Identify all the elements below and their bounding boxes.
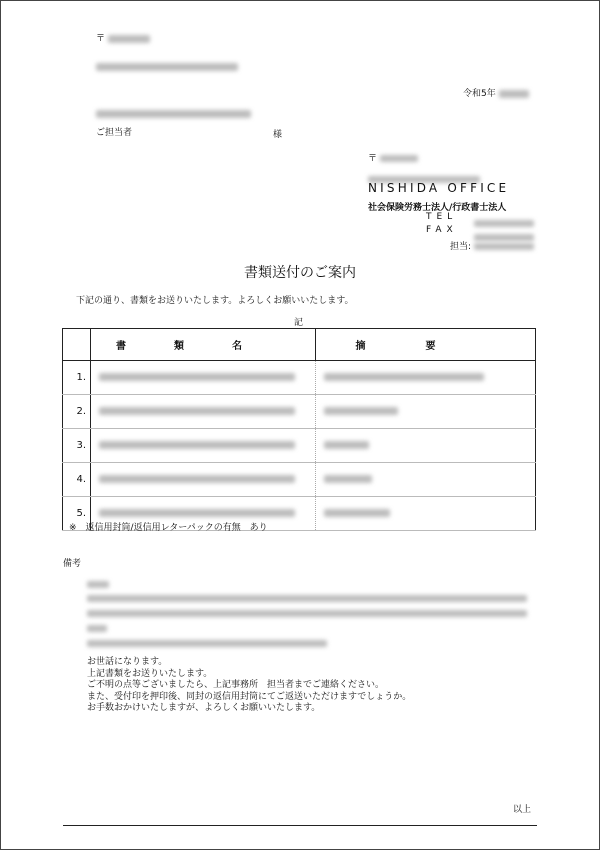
return-note-value: あり xyxy=(249,523,268,533)
header-document-name-label: 書類名 xyxy=(116,341,290,352)
recipient-address xyxy=(96,56,238,75)
row-number: 3. xyxy=(63,429,91,463)
redacted-remarks-line xyxy=(87,640,327,647)
redacted-document-name xyxy=(99,441,295,449)
row-document-name xyxy=(91,395,316,429)
issue-date xyxy=(463,86,529,99)
redacted-summary xyxy=(324,475,372,483)
sender-fax xyxy=(426,225,458,235)
header-number xyxy=(63,329,91,361)
header-summary-label: 摘要 xyxy=(355,341,496,352)
document-table xyxy=(62,328,536,531)
sender-office-name: NISHIDA OFFICE xyxy=(368,181,510,195)
row-number: 2. xyxy=(63,395,91,429)
row-document-name xyxy=(91,361,316,395)
message-line: お手数おかけいたしますが、よろしくお願いいたします。 xyxy=(87,703,321,714)
redacted-recipient-address xyxy=(96,63,238,71)
intro-text: 下記の通り、書類をお送りいたします。よろしくお願いいたします。 xyxy=(76,296,354,306)
redacted-remarks-line xyxy=(87,625,107,632)
row-summary xyxy=(316,463,536,497)
message-line: また、受付印を押印後、同封の返信用封筒にてご返送いただけますでしょうか。 xyxy=(87,691,412,702)
table-row xyxy=(63,429,536,463)
bottom-divider xyxy=(63,825,537,826)
redacted-remarks-line xyxy=(87,595,527,602)
recipient-company xyxy=(96,103,251,122)
remarks-label: 備考 xyxy=(63,559,82,569)
redacted-summary xyxy=(324,509,390,517)
redacted-remarks-line xyxy=(87,581,109,588)
recipient-postal xyxy=(96,31,150,44)
table-row xyxy=(63,395,536,429)
return-note-label: ※ 返信用封筒/返信用レターパックの有無 xyxy=(69,523,241,533)
recipient-honorific: 様 xyxy=(273,130,283,140)
date-prefix: 令和5年 xyxy=(463,89,496,99)
redacted-postal-code xyxy=(108,35,150,43)
redacted-document-name xyxy=(99,509,295,517)
person-label: 担当: xyxy=(450,242,472,252)
return-envelope-note xyxy=(69,520,268,533)
message-block xyxy=(87,657,411,715)
row-document-name xyxy=(91,463,316,497)
redacted-summary xyxy=(324,373,484,381)
redacted-person-name xyxy=(474,243,534,250)
sender-corp-type: 社会保険労務士法人/行政書士法人 xyxy=(368,203,507,213)
header-document-name xyxy=(91,329,316,361)
row-summary xyxy=(316,497,536,531)
sender-person xyxy=(450,239,534,252)
redacted-tel-number xyxy=(474,220,534,227)
fax-label: FAX xyxy=(426,225,458,235)
row-number: 1. xyxy=(63,361,91,395)
row-summary xyxy=(316,395,536,429)
redacted-summary xyxy=(324,441,369,449)
message-line: 上記書類をお送りいたします。 xyxy=(87,668,213,679)
recipient-postal-mark: 〒 xyxy=(96,34,106,44)
recipient-contact-label: ご担当者 xyxy=(96,128,133,138)
row-number: 5. xyxy=(63,497,91,531)
redacted-sender-postal-code xyxy=(380,155,418,162)
row-summary xyxy=(316,429,536,463)
table-row xyxy=(63,463,536,497)
sender-postal-mark: 〒 xyxy=(368,154,378,164)
sender-postal xyxy=(368,151,418,164)
ki-label: 記 xyxy=(294,318,304,328)
redacted-document-name xyxy=(99,475,295,483)
table-header-row xyxy=(63,329,536,361)
redacted-remarks-line xyxy=(87,610,527,617)
redacted-document-name xyxy=(99,407,295,415)
remarks-redacted-block xyxy=(87,574,537,648)
tel-label: TEL xyxy=(426,212,458,222)
redacted-document-name xyxy=(99,373,295,381)
sender-tel xyxy=(426,212,457,222)
redacted-summary xyxy=(324,407,398,415)
message-line: ご不明の点等ございましたら、上記事務所 担当者までご連絡ください。 xyxy=(87,680,385,691)
row-summary xyxy=(316,361,536,395)
redacted-recipient-company xyxy=(96,110,251,118)
row-document-name xyxy=(91,429,316,463)
message-line: お世話になります。 xyxy=(87,657,168,667)
closing-text: 以上 xyxy=(513,805,532,815)
table-row xyxy=(63,361,536,395)
row-number: 4. xyxy=(63,463,91,497)
document-title: 書類送付のご案内 xyxy=(244,265,356,281)
redacted-date xyxy=(499,90,529,98)
header-summary xyxy=(316,329,536,361)
